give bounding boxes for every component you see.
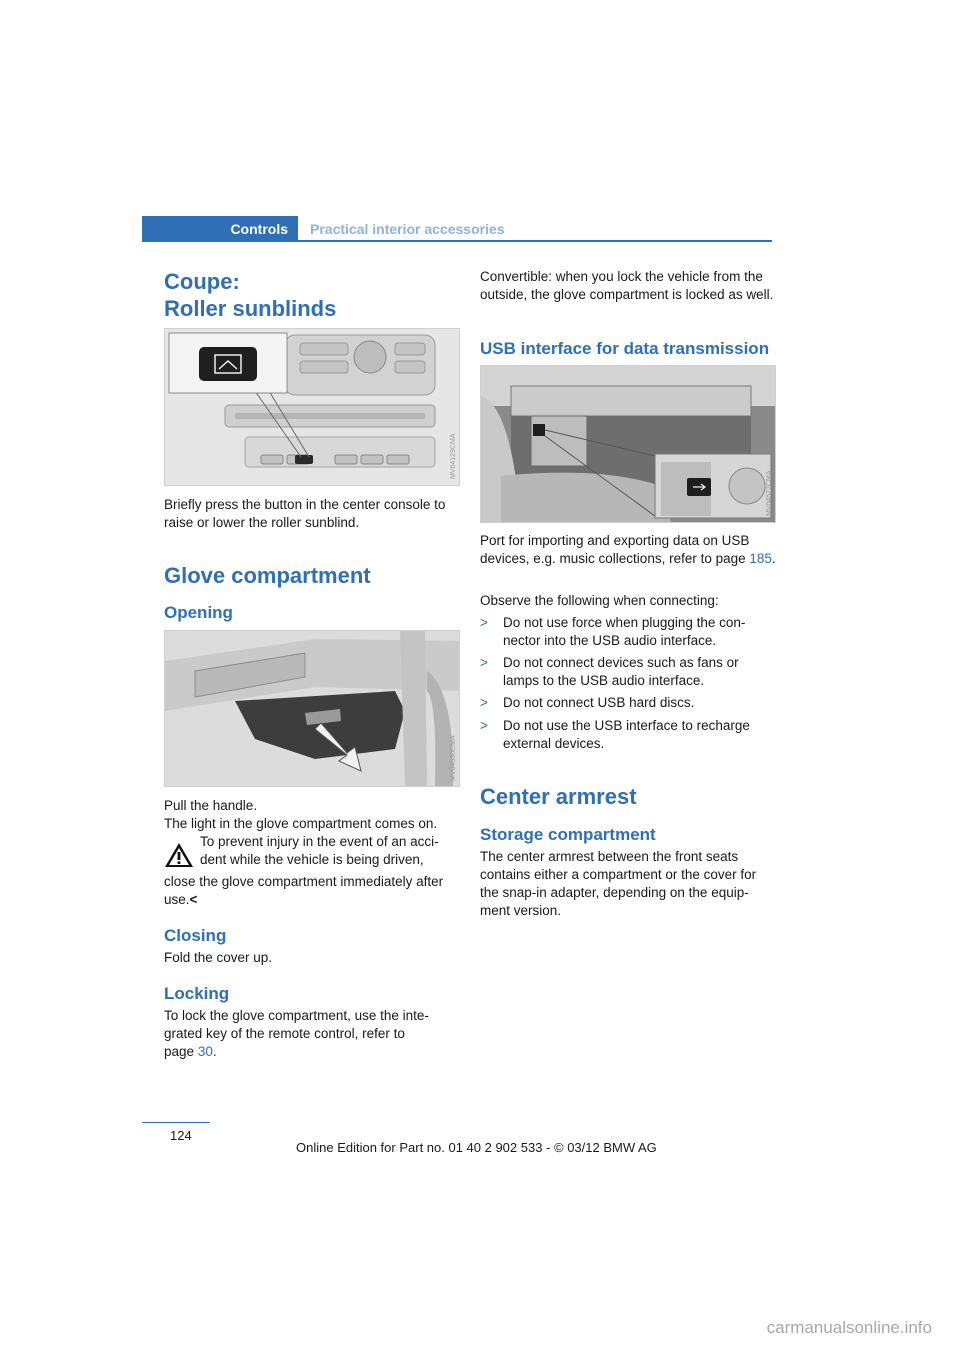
- usb-end: .: [771, 551, 776, 566]
- figure-code-3: MV04527CMA: [766, 470, 773, 516]
- locking-page-link[interactable]: 30: [197, 1044, 213, 1059]
- header-section: Controls: [230, 221, 288, 237]
- end-mark: <: [189, 892, 198, 907]
- locking-body: To lock the glove compartment, use the inte- grated key of the remote control, refer to page: [164, 1008, 429, 1059]
- roller-title-line2: Roller sunblinds: [164, 296, 337, 321]
- warning-lead-line2: dent while the vehicle is being driven,: [200, 852, 424, 867]
- usb-title: USB interface for data transmission: [480, 339, 770, 358]
- storage-text: The center armrest between the front seats contains either a compartment or the cover for the snap-in adapter, depending on the equip- ment version.: [480, 849, 757, 918]
- footer-rule: [142, 1122, 210, 1123]
- opening-text: [164, 797, 460, 833]
- usb-port-illustration: [481, 366, 775, 522]
- usb-body: Port for importing and exporting data on USB devices, e.g. music collections, refer to page: [480, 533, 750, 566]
- roller-title: [164, 268, 336, 322]
- opening-title: Opening: [164, 603, 233, 622]
- list-item: [480, 614, 776, 652]
- bullet-mark: >: [480, 718, 488, 733]
- locking-end: .: [212, 1044, 217, 1059]
- list-item: [480, 694, 776, 714]
- page-number: 124: [170, 1128, 192, 1143]
- armrest-title: Center armrest: [480, 784, 637, 809]
- glove-opening-figure: [164, 630, 460, 787]
- locking-title: Locking: [164, 984, 230, 1003]
- warning-triangle-icon: [164, 842, 194, 868]
- closing-title: Closing: [164, 926, 227, 945]
- header-subsection: Practical interior accessories: [310, 221, 505, 237]
- glove-title: Glove compartment: [164, 563, 371, 588]
- list-item-text: Do not connect USB hard discs.: [503, 695, 695, 710]
- list-item: [480, 654, 776, 692]
- opening-line2: The light in the glove compartment comes on.: [164, 816, 438, 831]
- storage-title: Storage compartment: [480, 825, 656, 844]
- usb-text: [480, 532, 776, 568]
- locking-text: [164, 1007, 460, 1061]
- closing-text: Fold the cover up.: [164, 950, 273, 965]
- figure-code-1: MV04129CMA: [450, 433, 457, 479]
- bullet-mark: >: [480, 695, 488, 710]
- list-item-text: Do not connect devices such as fans or lamps to the USB audio interface.: [503, 655, 739, 688]
- roller-sunblind-figure: [164, 328, 460, 486]
- glove-compartment-illustration: [165, 631, 459, 786]
- figure-code-2: MV04530CMA: [450, 735, 457, 781]
- warning-text: [164, 873, 460, 909]
- edition-note: Online Edition for Part no. 01 40 2 902 533 - © 03/12 BMW AG: [296, 1140, 657, 1155]
- warning-rest: close the glove compartment immediately after use.: [164, 874, 444, 907]
- roller-title-line1: Coupe:: [164, 269, 240, 294]
- roller-instruction: Briefly press the button in the center console to raise or lower the roller sunblind.: [164, 497, 446, 530]
- list-item-text: Do not use the USB interface to recharge external devices.: [503, 718, 750, 751]
- convertible-text: Convertible: when you lock the vehicle from the outside, the glove compartment is locked as well.: [480, 269, 774, 302]
- usb-figure: [480, 365, 776, 523]
- usb-observe: Observe the following when connecting:: [480, 593, 719, 608]
- console-illustration: [165, 329, 459, 485]
- watermark: carmanualsonline.info: [766, 1318, 932, 1337]
- opening-line1: Pull the handle.: [164, 798, 258, 813]
- usb-page-link[interactable]: 185: [749, 551, 772, 566]
- bullet-mark: >: [480, 655, 488, 670]
- list-item: [480, 717, 776, 755]
- list-item-text: Do not use force when plugging the con- nector into the USB audio interface.: [503, 615, 746, 648]
- bullet-mark: >: [480, 615, 488, 630]
- warning-lead: [200, 833, 462, 869]
- warning-lead-line1: To prevent injury in the event of an acci-: [200, 834, 439, 849]
